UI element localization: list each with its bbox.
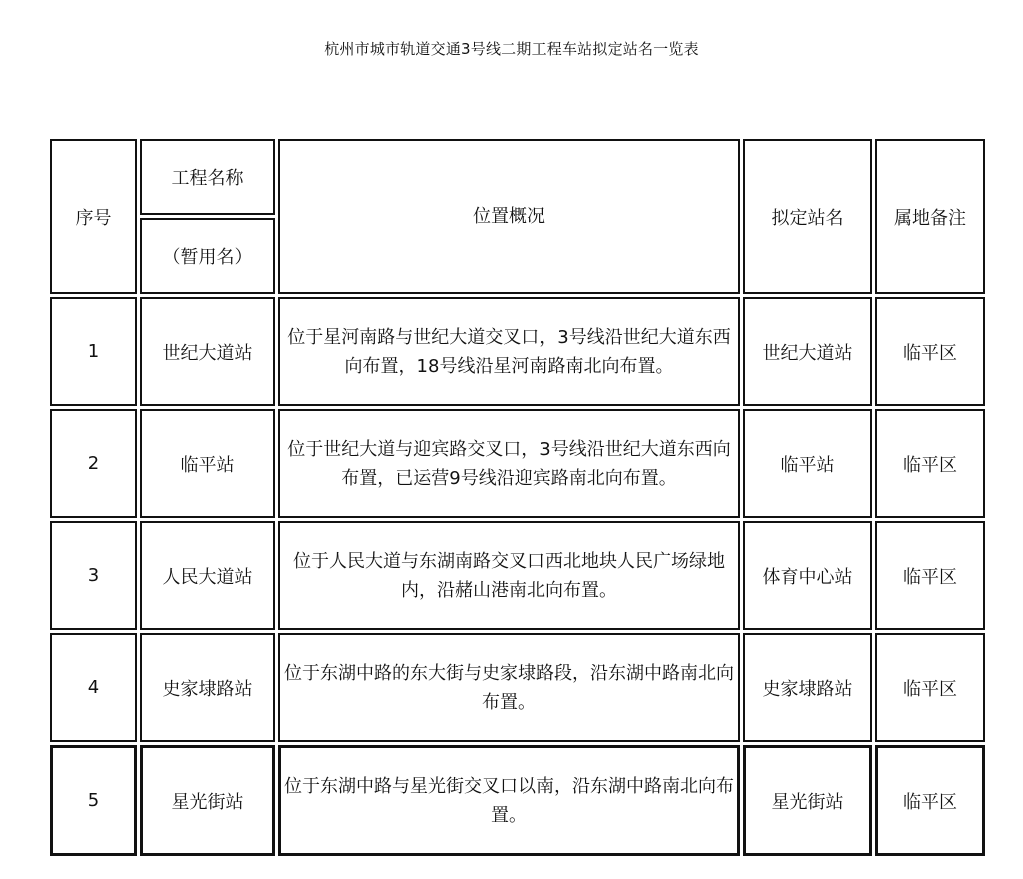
cell-note: 临平区 xyxy=(875,409,985,518)
cell-seq: 5 xyxy=(50,745,137,856)
table-row xyxy=(50,297,985,406)
header-station: 拟定站名 xyxy=(743,139,872,294)
table-row xyxy=(50,633,985,742)
cell-station: 临平站 xyxy=(743,409,872,518)
table-row xyxy=(50,409,985,518)
cell-seq: 1 xyxy=(50,297,137,406)
cell-name: 史家埭路站 xyxy=(140,633,275,742)
document-title: 杭州市城市轨道交通3号线二期工程车站拟定站名一览表 xyxy=(324,40,699,58)
cell-location-text: 位于星河南路与世纪大道交叉口，3号线沿世纪大道东西向布置，18号线沿星河南路南北向布置。 xyxy=(287,326,731,377)
cell-seq: 2 xyxy=(50,409,137,518)
cell-station: 史家埭路站 xyxy=(743,633,872,742)
cell-note: 临平区 xyxy=(875,297,985,406)
cell-location-text: 位于东湖中路的东大街与史家埭路段，沿东湖中路南北向布置。 xyxy=(284,662,734,713)
cell-location xyxy=(278,297,740,406)
cell-location-text: 位于东湖中路与星光街交叉口以南，沿东湖中路南北向布置。 xyxy=(284,775,734,826)
header-note: 属地备注 xyxy=(875,139,985,294)
cell-location xyxy=(278,521,740,630)
cell-station: 体育中心站 xyxy=(743,521,872,630)
cell-location xyxy=(278,633,740,742)
cell-location xyxy=(278,745,740,856)
header-seq: 序号 xyxy=(50,139,137,294)
cell-location-text: 位于人民大道与东湖南路交叉口西北地块人民广场绿地内，沿赭山港南北向布置。 xyxy=(293,550,725,601)
cell-seq: 3 xyxy=(50,521,137,630)
cell-seq: 4 xyxy=(50,633,137,742)
cell-note: 临平区 xyxy=(875,745,985,856)
table-row xyxy=(50,521,985,630)
header-location: 位置概况 xyxy=(278,139,740,294)
cell-station: 世纪大道站 xyxy=(743,297,872,406)
station-table xyxy=(47,136,988,859)
header-name: 工程名称 xyxy=(140,139,275,215)
table-row xyxy=(50,745,985,856)
table-header-row xyxy=(50,139,985,215)
header-name-sub: （暂用名） xyxy=(140,218,275,294)
cell-station: 星光街站 xyxy=(743,745,872,856)
cell-location xyxy=(278,409,740,518)
cell-name: 临平站 xyxy=(140,409,275,518)
cell-note: 临平区 xyxy=(875,521,985,630)
cell-note: 临平区 xyxy=(875,633,985,742)
cell-name: 人民大道站 xyxy=(140,521,275,630)
cell-location-text: 位于世纪大道与迎宾路交叉口，3号线沿世纪大道东西向布置，已运营9号线沿迎宾路南北向布置。 xyxy=(287,438,731,489)
cell-name: 星光街站 xyxy=(140,745,275,856)
cell-name: 世纪大道站 xyxy=(140,297,275,406)
